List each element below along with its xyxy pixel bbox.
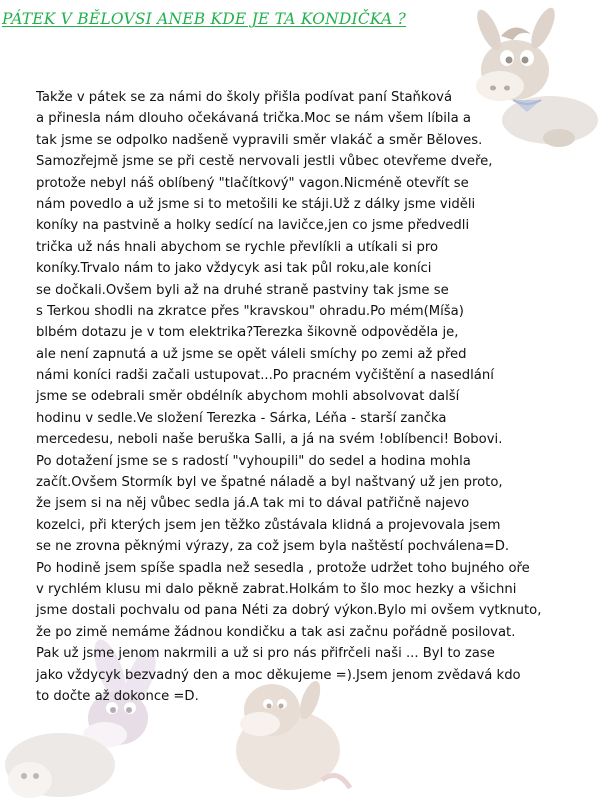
text-line: v rychlém klusu mi dalo pěkně zabrat.Holkám to šlo moc hezky a všichni (36, 581, 517, 597)
text-line: Takže v pátek se za námi do školy přišla podívat paní Staňková (36, 90, 453, 105)
article-body (36, 87, 596, 707)
text-line: s Terkou shodli na zkratce přes "kravskou" ohradu.Po mém(Míša) (36, 303, 464, 319)
text-line: jsme dostali pochvalu od pana Néti za dobrý výkon.Bylo mi ovšem vytknuto, (36, 603, 542, 619)
text-line: Samozřejmě jsme se při cestě nervovali jestli vůbec otevřeme dveře, (36, 154, 493, 170)
text-line: hodinu v sedle.Ve složení Terezka - Sárka, Léňa - starší zančka (36, 410, 447, 426)
text-line: jako vždycyk bezvadný den a moc děkujeme =).Jsem jenom zvědavá kdo (36, 667, 521, 683)
text-line: že jsem si na něj vůbec sedla já.A tak mi to dával patřičně najevo (36, 496, 470, 512)
text-line: námi koníci radši začali ustupovat...Po pracném vyčištění a nasedlání (36, 368, 494, 384)
text-line: ale není zapnutá a už jsme se opět váleli smíchy po zemi až před (36, 346, 467, 362)
text-line: Po hodině jsem spíše spadla než sesedla , protože udržet toho bujného oře (36, 560, 530, 576)
text-line: trička už nás hnali abychom se rychle převlíkli a utíkali si pro (36, 239, 439, 255)
text-line: koníky na pastvině a holky sedící na lavičce,jen co jsme předvedli (36, 218, 470, 234)
text-line: kozelci, při kterých jsem jen těžko zůstávala klidná a projevovala jsem (36, 517, 501, 533)
page-title: PÁTEK V BĚLOVSI ANEB KDE JE TA KONDIČKA ? (2, 10, 407, 28)
text-line: tak jsme se odpolko nadšeně vypravili směr vlakáč a směr Běloves. (36, 132, 483, 148)
text-line: začít.Ovšem Stormík byl ve špatné náladě a byl naštvaný už jen proto, (36, 475, 503, 491)
text-line: se ne zrovna pěknými výrazy, za což jsem byla naštěstí pochválena=D. (36, 539, 510, 555)
text-line: Po dotažení jsme se s radostí "vyhoupili" do sedel a hodina mohla (36, 453, 471, 469)
text-line: protože nebyl náš oblíbený "tlačítkový" vagon.Nicméně otevřít se (36, 175, 469, 191)
text-line: to dočte až dokonce =D. (36, 688, 199, 704)
text-line: že po zimě nemáme žádnou kondičku a tak asi začnu pořádně posilovat. (36, 624, 516, 640)
text-line: koníky.Trvalo nám to jako vždycyk asi tak půl roku,ale koníci (36, 261, 432, 277)
text-line: blbém dotazu je v tom elektrika?Terezka šikovně odpověděla je, (36, 325, 459, 341)
text-line: jsme se odebrali směr obdélník abychom mohli absolvovat další (36, 389, 460, 405)
text-line: se dočkali.Ovšem byli až na druhé straně pastviny tak jsme se (36, 282, 449, 298)
text-line: Pak už jsme jenom nakrmili a už si pro nás přifrčeli naši ... Byl to zase (36, 646, 495, 662)
text-line: nám povedlo a už jsme si to metošili ke stáji.Už z dálky jsme viděli (36, 196, 476, 212)
text-line: mercedesu, neboli naše beruška Salli, a já na svém !oblíbenci! Bobovi. (36, 432, 503, 448)
text-line: a přinesla nám dlouho očekávaná trička.Moc se nám všem líbila a (36, 111, 471, 127)
